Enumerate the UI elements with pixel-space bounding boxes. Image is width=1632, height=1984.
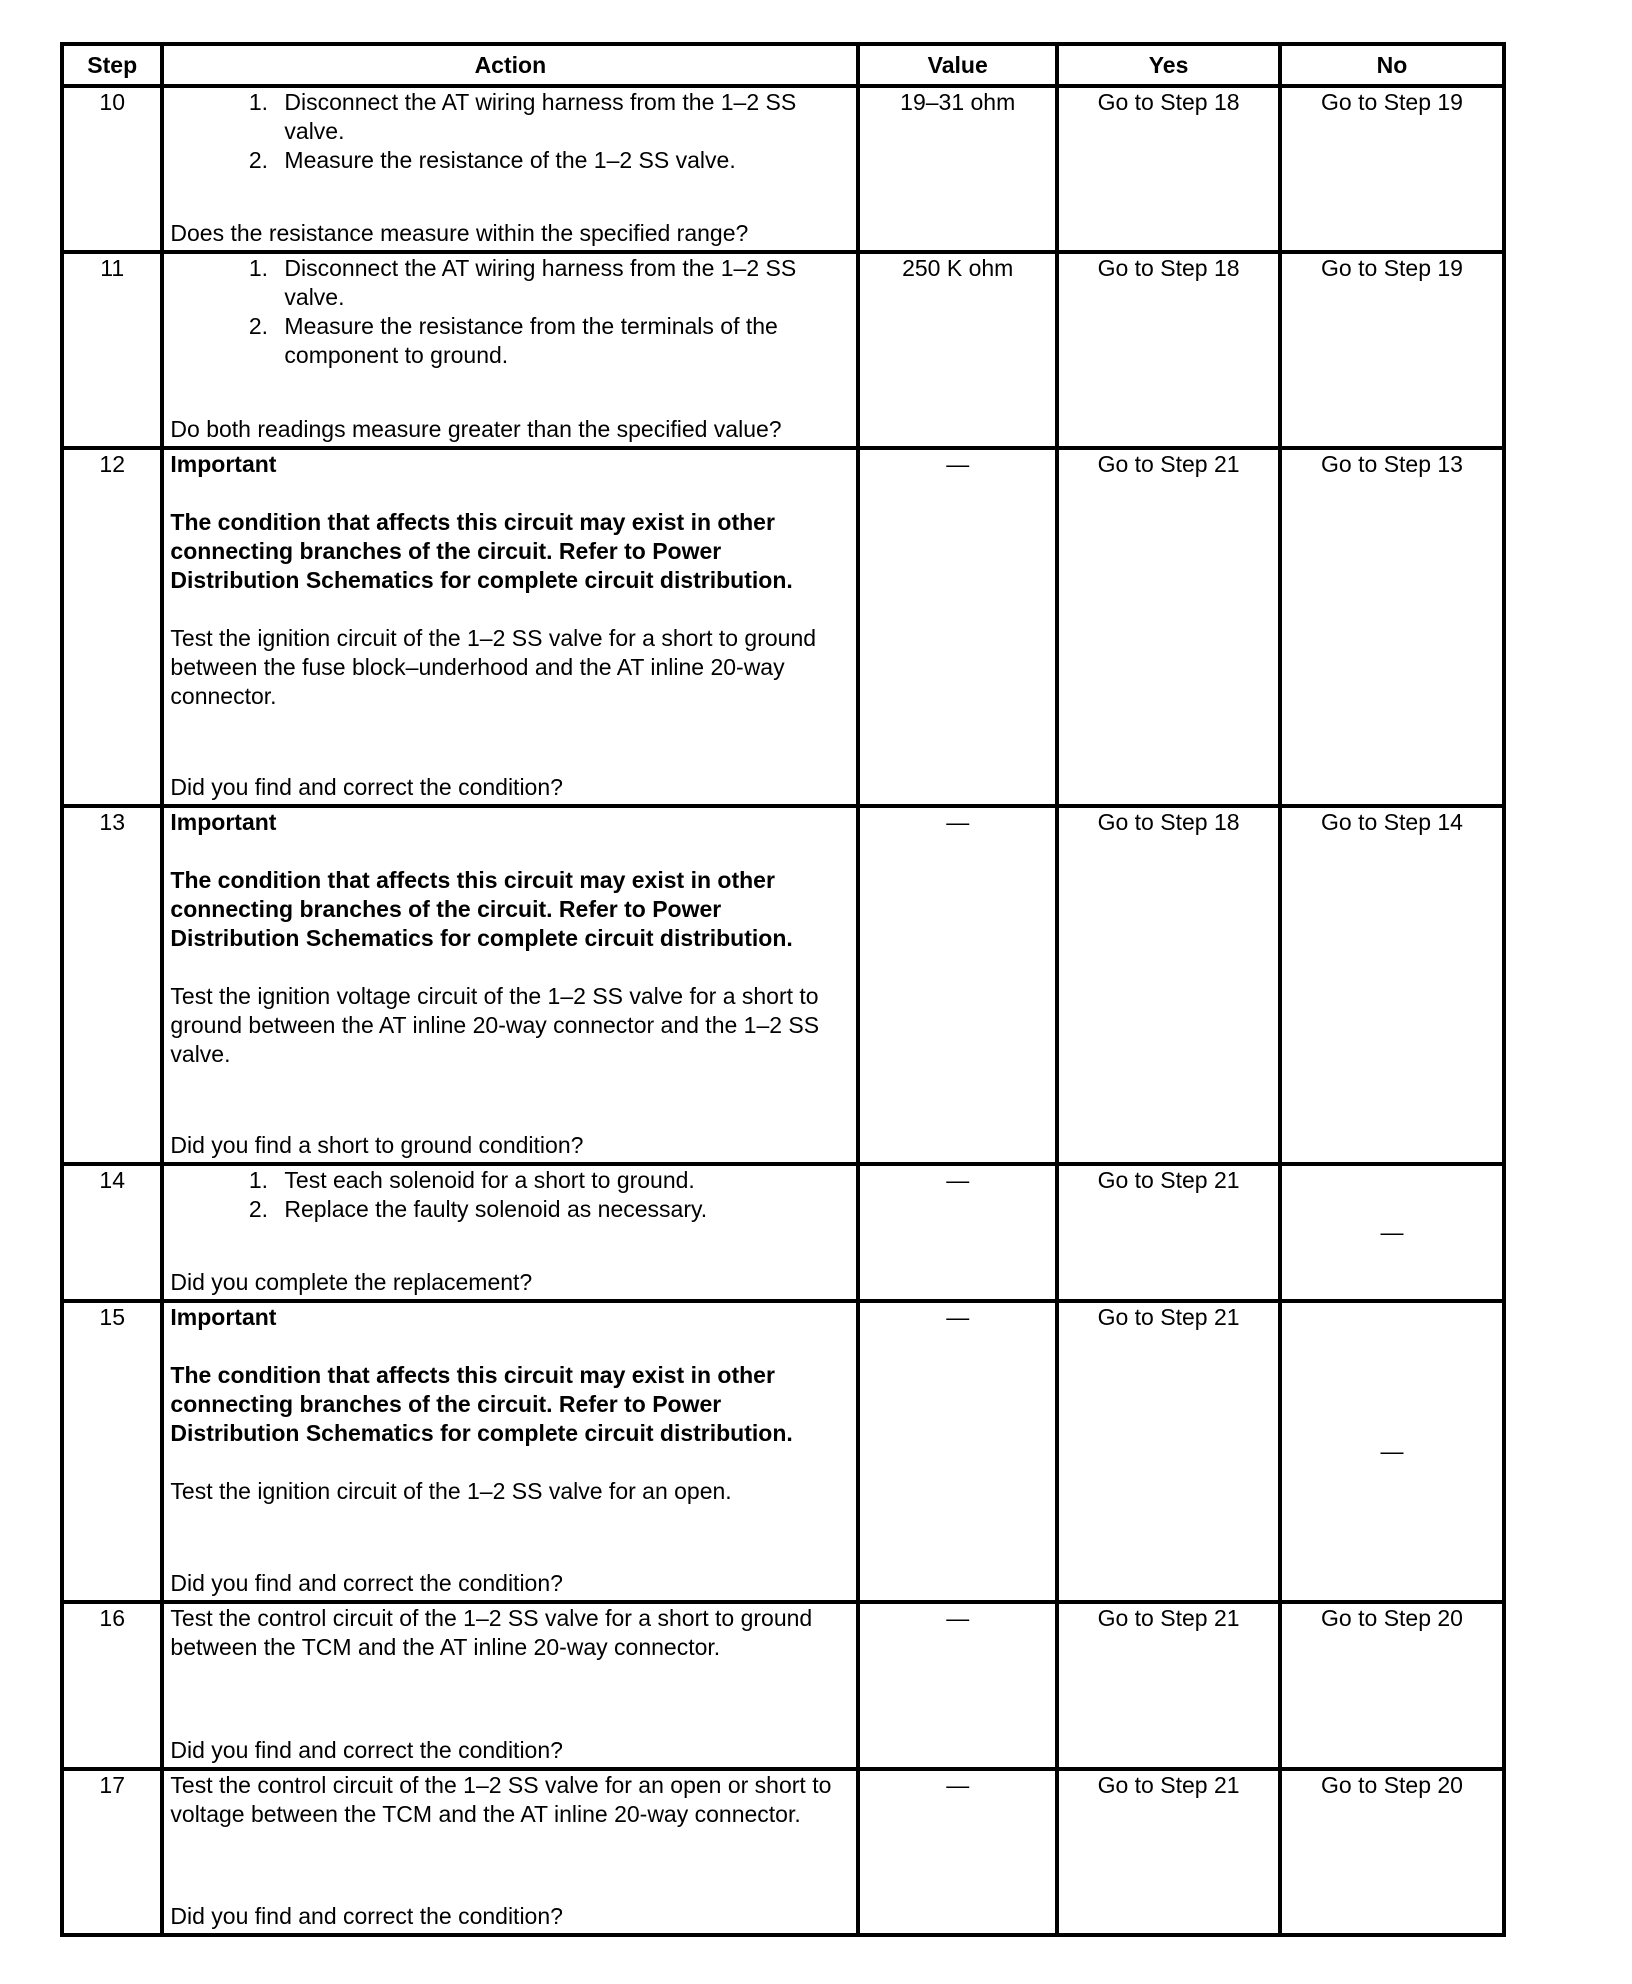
question-text: Does the resistance measure within the specified range?	[170, 220, 749, 246]
test-instruction: Test the ignition voltage circuit of the 1–2 SS valve for a short to ground between the AT inline 20-way connector and the 1–2 SS valve.	[170, 983, 820, 1067]
table-row	[62, 252, 1504, 448]
table-row	[62, 86, 1504, 252]
step-number: 13	[62, 806, 162, 1164]
action-cell	[162, 806, 858, 1164]
yes-link[interactable]: Go to Step 18	[1057, 86, 1280, 252]
no-link[interactable]: Go to Step 19	[1280, 86, 1504, 252]
instruction-item: 2. Measure the resistance of the 1–2 SS valve.	[274, 146, 850, 175]
yes-link[interactable]: Go to Step 18	[1057, 806, 1280, 1164]
value-cell: —	[858, 1769, 1057, 1935]
instruction-list	[170, 254, 850, 370]
question-text: Did you find and correct the condition?	[170, 1903, 563, 1929]
instruction-item: 2. Measure the resistance from the terminals of the component to ground.	[274, 312, 850, 370]
test-instruction: Test the ignition circuit of the 1–2 SS valve for an open.	[170, 1478, 732, 1504]
yes-link[interactable]: Go to Step 21	[1057, 1769, 1280, 1935]
no-link[interactable]: Go to Step 13	[1280, 448, 1504, 806]
no-cell: —	[1280, 1301, 1504, 1602]
instruction-item: 1. Disconnect the AT wiring harness from the 1–2 SS valve.	[274, 88, 850, 146]
test-instruction: Test the control circuit of the 1–2 SS valve for an open or short to voltage between the TCM and the AT inline 20-way connector.	[170, 1772, 832, 1827]
no-link[interactable]: Go to Step 14	[1280, 806, 1504, 1164]
important-text: The condition that affects this circuit may exist in other connecting branches of the circuit. Refer to Power Distribution Schematics for complete circuit distribution.	[170, 1362, 793, 1446]
action-cell	[162, 1301, 858, 1602]
value-cell: 250 K ohm	[858, 252, 1057, 448]
step-number: 17	[62, 1769, 162, 1935]
important-label: Important	[170, 451, 277, 477]
yes-link[interactable]: Go to Step 21	[1057, 1602, 1280, 1769]
table-row	[62, 1164, 1504, 1301]
action-cell	[162, 1602, 858, 1769]
question-text: Did you find and correct the condition?	[170, 774, 563, 800]
important-text: The condition that affects this circuit may exist in other connecting branches of the circuit. Refer to Power Distribution Schematics for complete circuit distribution.	[170, 867, 793, 951]
header-step: Step	[62, 44, 162, 86]
value-cell: —	[858, 1301, 1057, 1602]
table-row	[62, 1769, 1504, 1935]
value-cell: —	[858, 1602, 1057, 1769]
no-link[interactable]: Go to Step 20	[1280, 1769, 1504, 1935]
step-number: 16	[62, 1602, 162, 1769]
question-text: Did you find and correct the condition?	[170, 1737, 563, 1763]
header-value: Value	[858, 44, 1057, 86]
instruction-list	[170, 88, 850, 175]
table-row	[62, 806, 1504, 1164]
question-text: Did you find a short to ground condition?	[170, 1132, 584, 1158]
action-cell	[162, 448, 858, 806]
test-instruction: Test the ignition circuit of the 1–2 SS valve for a short to ground between the fuse block–underhood and the AT inline 20-way connector.	[170, 625, 817, 709]
header-yes: Yes	[1057, 44, 1280, 86]
important-label: Important	[170, 1304, 277, 1330]
question-text: Did you find and correct the condition?	[170, 1570, 563, 1596]
instruction-item: 1. Test each solenoid for a short to ground.	[274, 1166, 850, 1195]
action-cell	[162, 1769, 858, 1935]
value-cell: 19–31 ohm	[858, 86, 1057, 252]
step-number: 12	[62, 448, 162, 806]
table-row	[62, 1301, 1504, 1602]
header-row	[62, 44, 1504, 86]
test-instruction: Test the control circuit of the 1–2 SS valve for a short to ground between the TCM and the AT inline 20-way connector.	[170, 1605, 813, 1660]
step-number: 14	[62, 1164, 162, 1301]
question-text: Do both readings measure greater than the specified value?	[170, 416, 782, 442]
action-cell	[162, 86, 858, 252]
yes-link[interactable]: Go to Step 18	[1057, 252, 1280, 448]
value-cell: —	[858, 806, 1057, 1164]
instruction-item: 1. Disconnect the AT wiring harness from the 1–2 SS valve.	[274, 254, 850, 312]
action-cell	[162, 1164, 858, 1301]
table-row	[62, 448, 1504, 806]
diagnostic-table	[60, 42, 1506, 1937]
instruction-item: 2. Replace the faulty solenoid as necessary.	[274, 1195, 850, 1224]
important-label: Important	[170, 809, 277, 835]
question-text: Did you complete the replacement?	[170, 1269, 533, 1295]
no-cell: —	[1280, 1164, 1504, 1301]
no-link[interactable]: Go to Step 20	[1280, 1602, 1504, 1769]
yes-link[interactable]: Go to Step 21	[1057, 1301, 1280, 1602]
important-text: The condition that affects this circuit may exist in other connecting branches of the circuit. Refer to Power Distribution Schematics for complete circuit distribution.	[170, 509, 793, 593]
yes-link[interactable]: Go to Step 21	[1057, 1164, 1280, 1301]
step-number: 15	[62, 1301, 162, 1602]
header-action: Action	[162, 44, 858, 86]
step-number: 11	[62, 252, 162, 448]
instruction-list	[170, 1166, 850, 1224]
step-number: 10	[62, 86, 162, 252]
header-no: No	[1280, 44, 1504, 86]
action-cell	[162, 252, 858, 448]
value-cell: —	[858, 448, 1057, 806]
no-link[interactable]: Go to Step 19	[1280, 252, 1504, 448]
value-cell: —	[858, 1164, 1057, 1301]
table-row	[62, 1602, 1504, 1769]
yes-link[interactable]: Go to Step 21	[1057, 448, 1280, 806]
